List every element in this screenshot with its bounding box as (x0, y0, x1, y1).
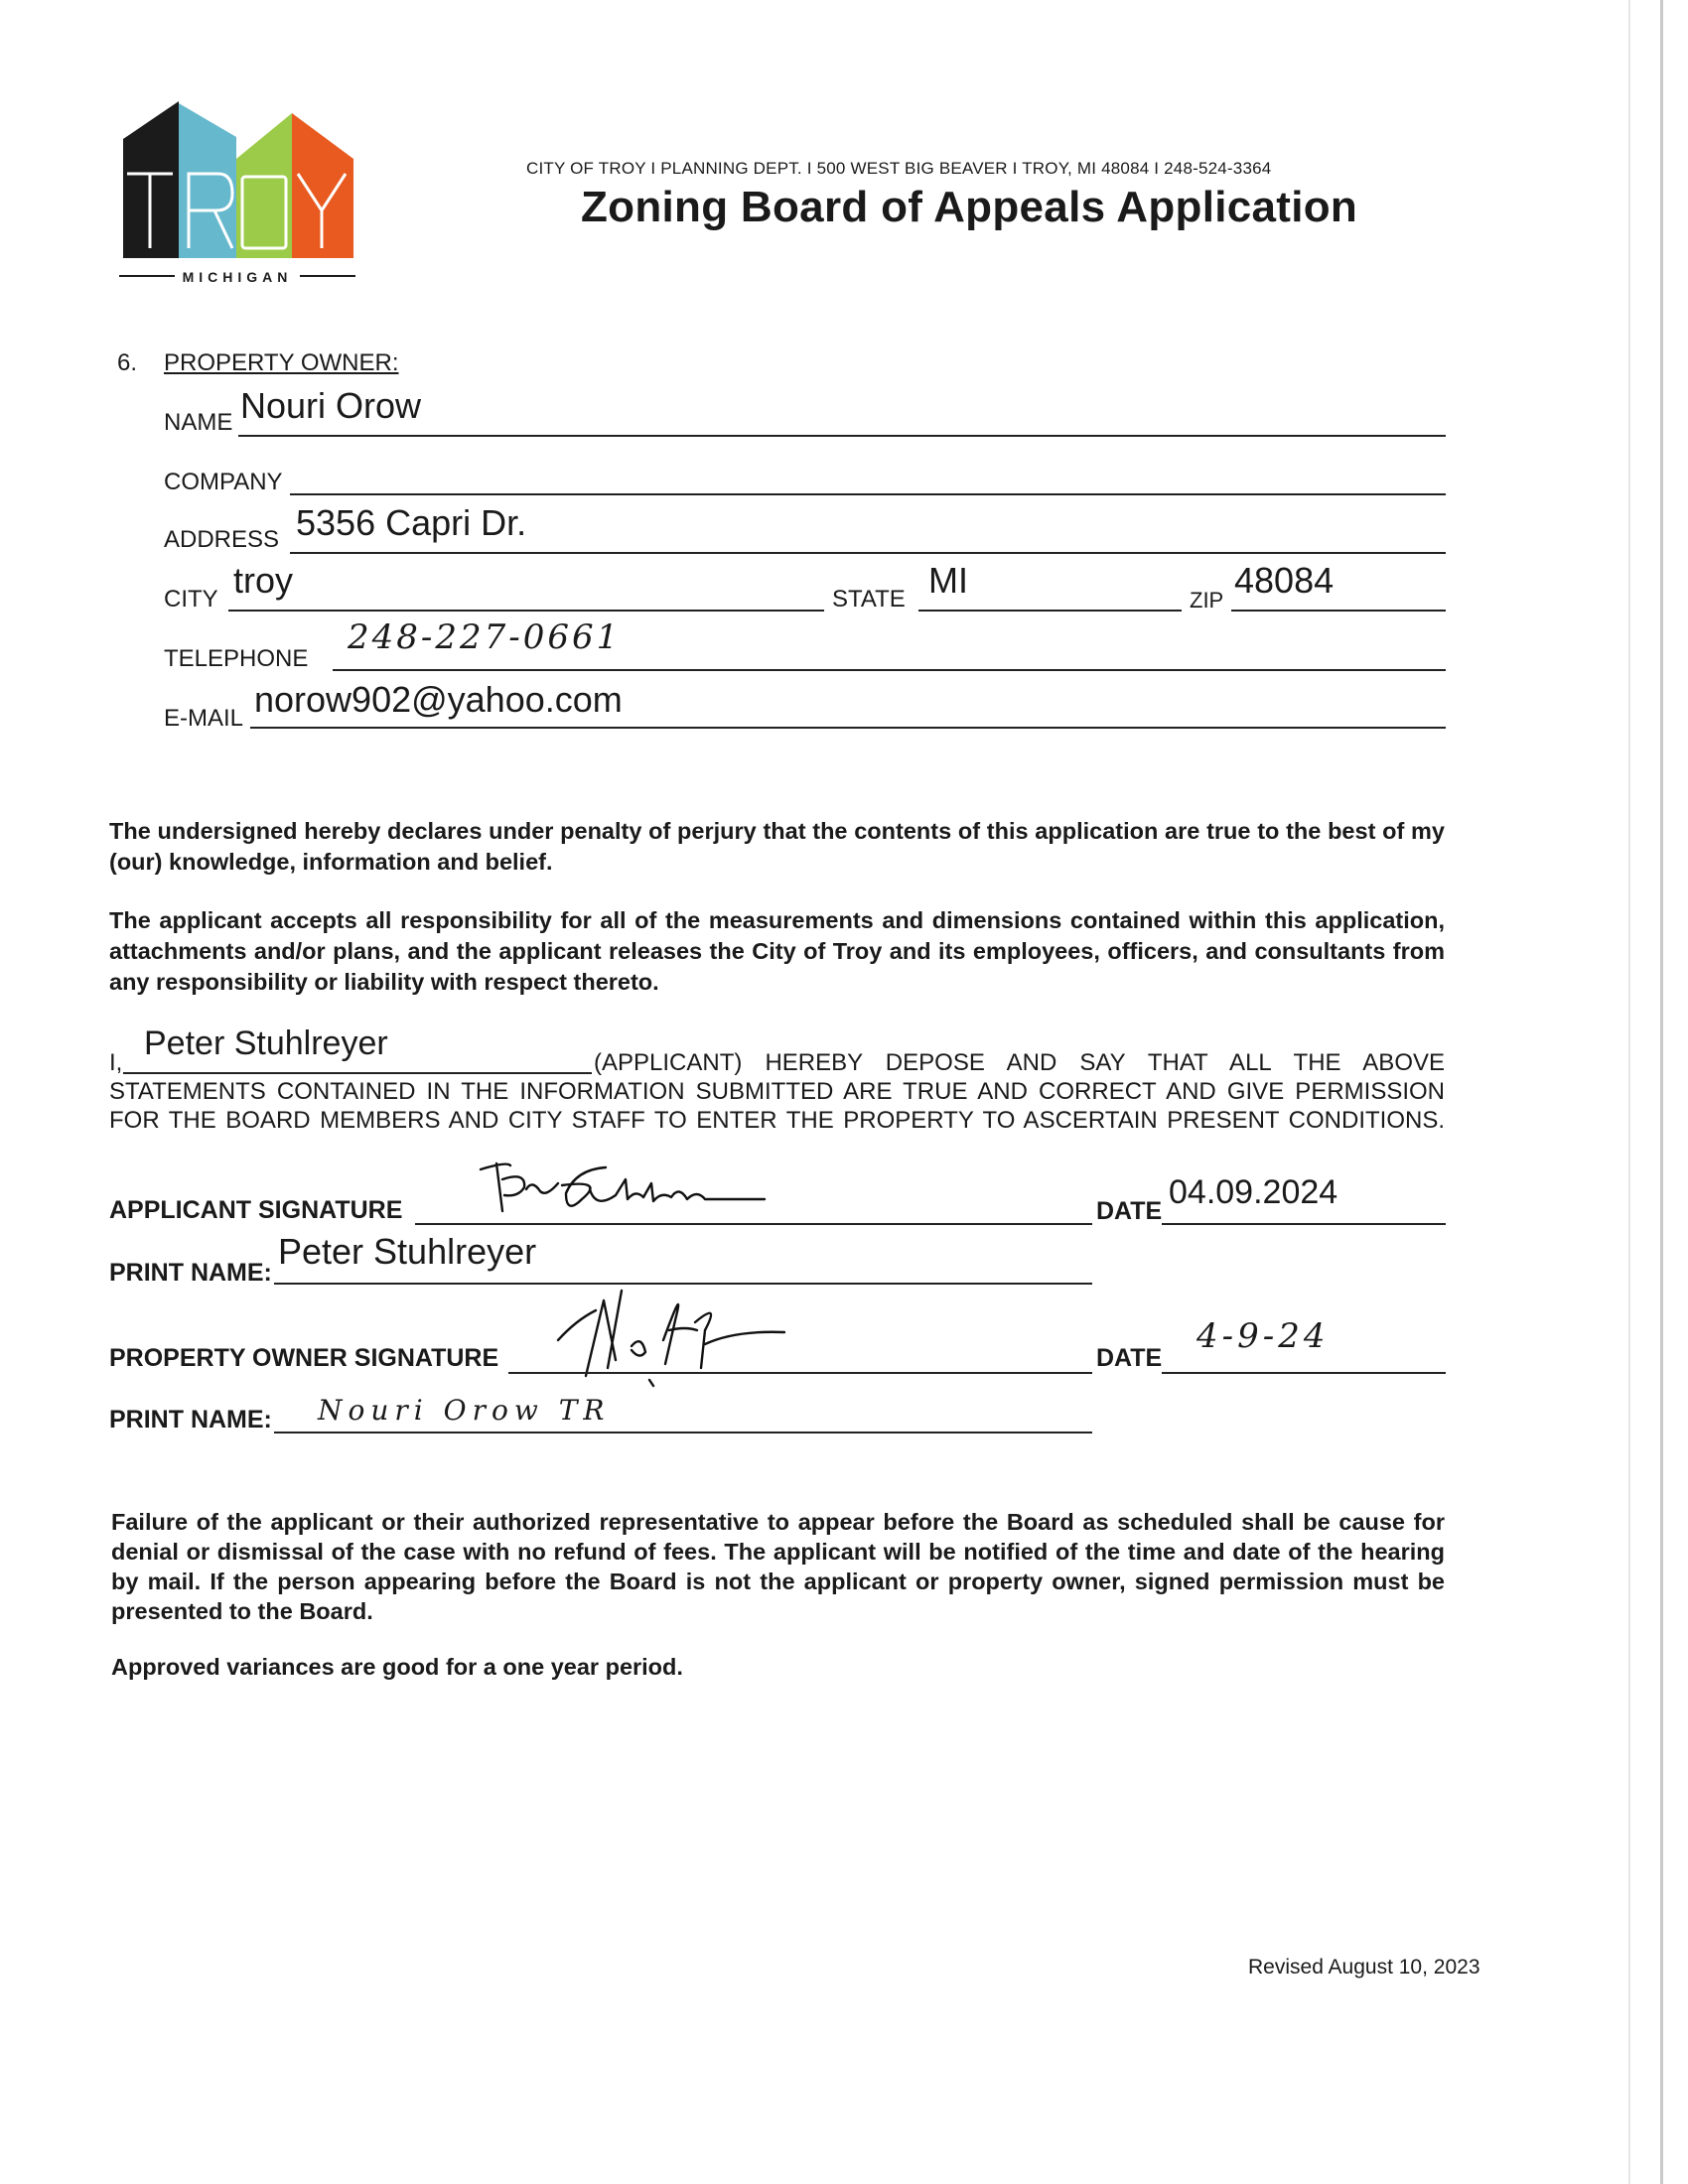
depose-line-3: FOR THE BOARD MEMBERS AND CITY STAFF TO ENTER THE PROPERTY TO ASCERTAIN PRESENT CONDITIONS. (109, 1107, 1445, 1134)
email-label: E-MAIL (164, 705, 244, 732)
owner-signature-image[interactable] (546, 1261, 804, 1390)
owner-signature-label: PROPERTY OWNER SIGNATURE (109, 1344, 499, 1372)
owner-signature-line (508, 1372, 1092, 1374)
scan-edge-line (1660, 0, 1663, 2184)
address-value[interactable]: 5356 Capri Dr. (296, 502, 527, 543)
email-value[interactable]: norow902@yahoo.com (254, 679, 623, 720)
owner-print-name-label: PRINT NAME: (109, 1406, 272, 1433)
applicant-signature-line (415, 1223, 1092, 1225)
failure-notice: Failure of the applicant or their authorized representative to appear before the Board as scheduled shall be cause for denial or dismissal of the case with no refund of fees. The applicant will be notified of the time and date of the hearing by mail. If the person appearing before the Board is not the applicant or property owner, signed permission must be presented to the Board. (111, 1509, 1445, 1624)
section-number: 6. (117, 349, 138, 376)
state-line (918, 610, 1182, 612)
depose-prefix: I, (109, 1049, 123, 1076)
applicant-date-line (1162, 1223, 1446, 1225)
company-label: COMPANY (164, 469, 283, 495)
address-line (290, 552, 1446, 554)
applicant-signature-label: APPLICANT SIGNATURE (109, 1196, 403, 1224)
depose-line-2: STATEMENTS CONTAINED IN THE INFORMATION SUBMITTED ARE TRUE AND CORRECT AND GIVE PERMISSION (109, 1078, 1445, 1105)
zip-value[interactable]: 48084 (1234, 560, 1335, 601)
owner-date-label: DATE (1096, 1344, 1163, 1372)
zip-label: ZIP (1190, 588, 1224, 613)
company-line (290, 493, 1446, 495)
owner-date-value[interactable]: 4-9-24 (1196, 1316, 1330, 1356)
city-value[interactable]: troy (233, 560, 294, 601)
zip-line (1231, 610, 1446, 612)
scan-edge-line (1628, 0, 1630, 2184)
perjury-declaration: The undersigned hereby declares under penalty of perjury that the contents of this application are true to the best of my (our) knowledge, information and belief. (109, 818, 1445, 875)
telephone-line (333, 669, 1446, 671)
address-label: ADDRESS (164, 526, 280, 553)
logo-block-green (236, 113, 292, 258)
telephone-label: TELEPHONE (164, 645, 309, 672)
troy-logo (117, 99, 411, 293)
applicant-print-name-value[interactable]: Peter Stuhlreyer (278, 1231, 537, 1272)
name-value[interactable]: Nouri Orow (240, 385, 422, 426)
section-label: PROPERTY OWNER: (164, 349, 399, 376)
depose-applicant-name[interactable]: Peter Stuhlreyer (144, 1024, 388, 1062)
city-label: CITY (164, 586, 218, 613)
name-line (238, 435, 1446, 437)
telephone-value[interactable]: 248-227-0661 (348, 617, 622, 657)
owner-date-line (1162, 1372, 1446, 1374)
depose-name-line (123, 1072, 592, 1074)
state-label: STATE (832, 586, 906, 613)
applicant-print-name-label: PRINT NAME: (109, 1259, 272, 1287)
approved-variances-notice: Approved variances are good for a one year period. (111, 1654, 683, 1680)
city-line (228, 610, 824, 612)
header-address-line: CITY OF TROY I PLANNING DEPT. I 500 WEST BIG BEAVER I TROY, MI 48084 I 248-524-3364 (526, 159, 1272, 178)
owner-print-name-line (274, 1432, 1092, 1433)
depose-line-1: (APPLICANT) HEREBY DEPOSE AND SAY THAT ALL THE ABOVE (594, 1049, 1445, 1076)
email-line (250, 727, 1446, 729)
owner-print-name-value[interactable]: Nouri Orow TR (318, 1394, 611, 1427)
revised-date: Revised August 10, 2023 (1248, 1956, 1480, 1979)
state-value[interactable]: MI (928, 560, 968, 601)
applicant-date-value[interactable]: 04.09.2024 (1169, 1173, 1338, 1211)
applicant-signature-image[interactable] (467, 1150, 784, 1229)
logo-sub-text: MICHIGAN (182, 269, 293, 285)
responsibility-declaration: The applicant accepts all responsibility for all of the measurements and dimensions contained within this application, attachments and/or plans, and the applicant releases the City of Troy and its employees, officers, and consultants from any responsibility or liability with respect thereto. (109, 907, 1445, 995)
page-title: Zoning Board of Appeals Application (581, 183, 1358, 231)
name-label: NAME (164, 409, 233, 436)
applicant-date-label: DATE (1096, 1197, 1163, 1225)
